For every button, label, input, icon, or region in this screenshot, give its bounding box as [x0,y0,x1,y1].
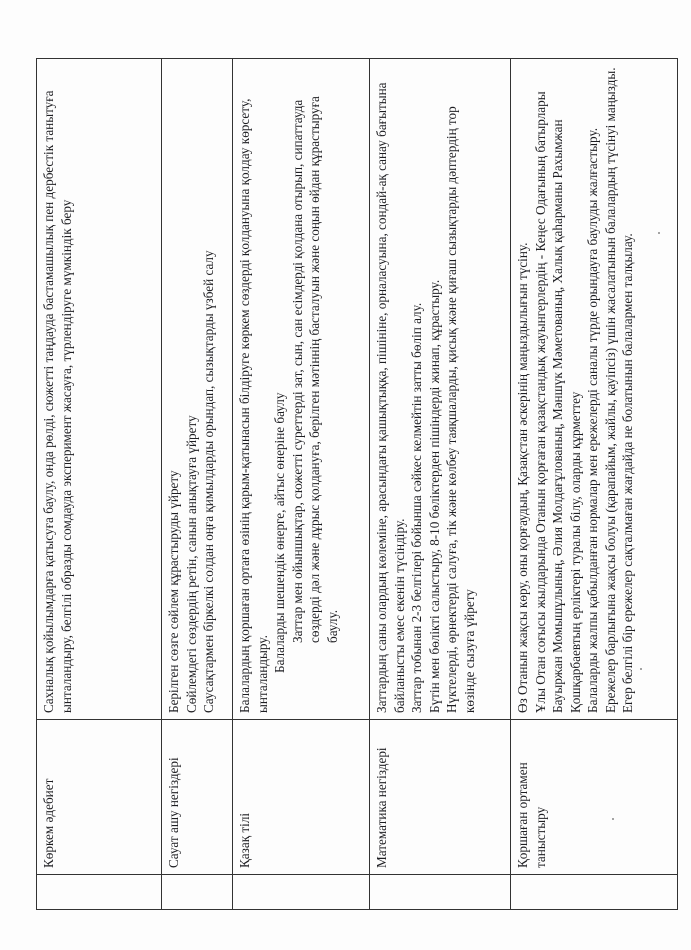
table-row [233,59,370,910]
content-cell [370,59,511,720]
scan-speck [640,668,642,670]
table-row [162,59,233,910]
content-line: Балаларды шешендік өнерге, айтыс өнеріне баулу [272,392,288,673]
subject-cell: Қоршаған ортамен таныстыру [511,720,678,875]
curriculum-table [36,58,678,910]
scan-speck [612,818,614,820]
table-row [370,59,511,910]
content-line: Ережелер барлығына жақсы болуы (қарапайым, жайлы, қауіпсіз) үшін жасалатынын балалардың түсінуі маңызды. [602,67,618,713]
table-row [511,59,678,910]
content-line: Егер белгілі бір ережелер сақталмаған жағдайда не болатынын балалармен талқылау. [620,233,636,713]
content-line: Бүтін мен бөлікті салыстыру, 8-10 бөліктерден пішіндерді жинап, құрастыру. [426,279,442,713]
content-line: Саусақтармен біркелкі солдан оңға қимылдарды орындап, сызықтарды үзбей салу [201,250,217,713]
content-line: Заттардың саны олардың көлеміне, арасындағы қашықтыққа, пішініне, орналасуына, сондай-ақ санау бағытына байланысты емес екенін түсіндіру. [374,82,407,713]
content-line: Балалардың қоршаған ортаға өзінің қарым-қатынасын білдіруге көркем сөздерді қолдануына қолдау көрсету, ынталандыру. [237,98,270,713]
subject-cell: Сауат ашу негіздері [162,720,233,875]
content-line: Заттар тобынан 2-3 белгілері бойынша сәйкес келмейтін затты бөліп алу. [409,302,425,713]
blank-cell [233,875,370,910]
blank-cell [37,875,162,910]
content-cell [233,59,370,720]
content-line: Өз Отанын жақсы көру, оны қорғаудың, Қазақстан әскерінің маңыздылығын түсіну. [515,242,530,713]
table-row [37,59,162,910]
content-cell [511,59,678,720]
subject-cell: Көркем әдебиет [37,720,162,875]
content-line: Заттар мен ойыншықтар, сюжетті суреттерді зат, сын, сан есімдерді қолдана отырып, сипаттауда сөздерді дәл және дұрыс қолдануға, берілген мәтіннің басталуын және соңын өйдан құрастыруға баулу. [289,96,340,643]
scan-speck [658,232,660,234]
subject-cell: Қазақ тілі [233,720,370,875]
content-line: Берілген сөзге сөйлем құрастыруды үйрету [166,470,181,713]
content-line: Нүктелерді, өрнектерді салуға, тік және көлбеу таяқшаларды, қисық және қиғаш сызықтарды дәптердің тор көзінде сызуға үйрету [444,106,477,713]
content-cell [162,59,233,720]
content-line: Балаларды жалпы қабылданған нормалар мен ережелерді саналы түрде орындауға баулуды жалғастыру. [585,127,601,713]
subject-cell: Математика негіздері [370,720,511,875]
blank-cell [162,875,233,910]
content-line: Сөйлемдегі сөздердің ретін, санын анықтауға үйрету [183,415,199,713]
blank-cell [511,875,678,910]
content-line: Сахналық қойылымдарға қатысуға баулу, онда рөлді, сюжетті таңдауда бастамашылық пен дербестік танытуға ынталандыру, белгілі образды сомдауда эксперимент жасауға, түрлендіруге мүмкіндік беру [41,90,74,713]
blank-cell [370,875,511,910]
content-cell [37,59,162,720]
content-line: Ұлы Отан соғысы жылдарында Отанын қорғаған қазақстандық жауынгерлердің - Кеңес Одағының батырлары Бауыржан Момышұлының, Әлия Молдағұлованың, Мәншүк Мәметованың, Халық қаһарманы Рахымжан Қошқарбаевтың ерліктері туралы білу, оларды құрметтеу [532,91,583,713]
